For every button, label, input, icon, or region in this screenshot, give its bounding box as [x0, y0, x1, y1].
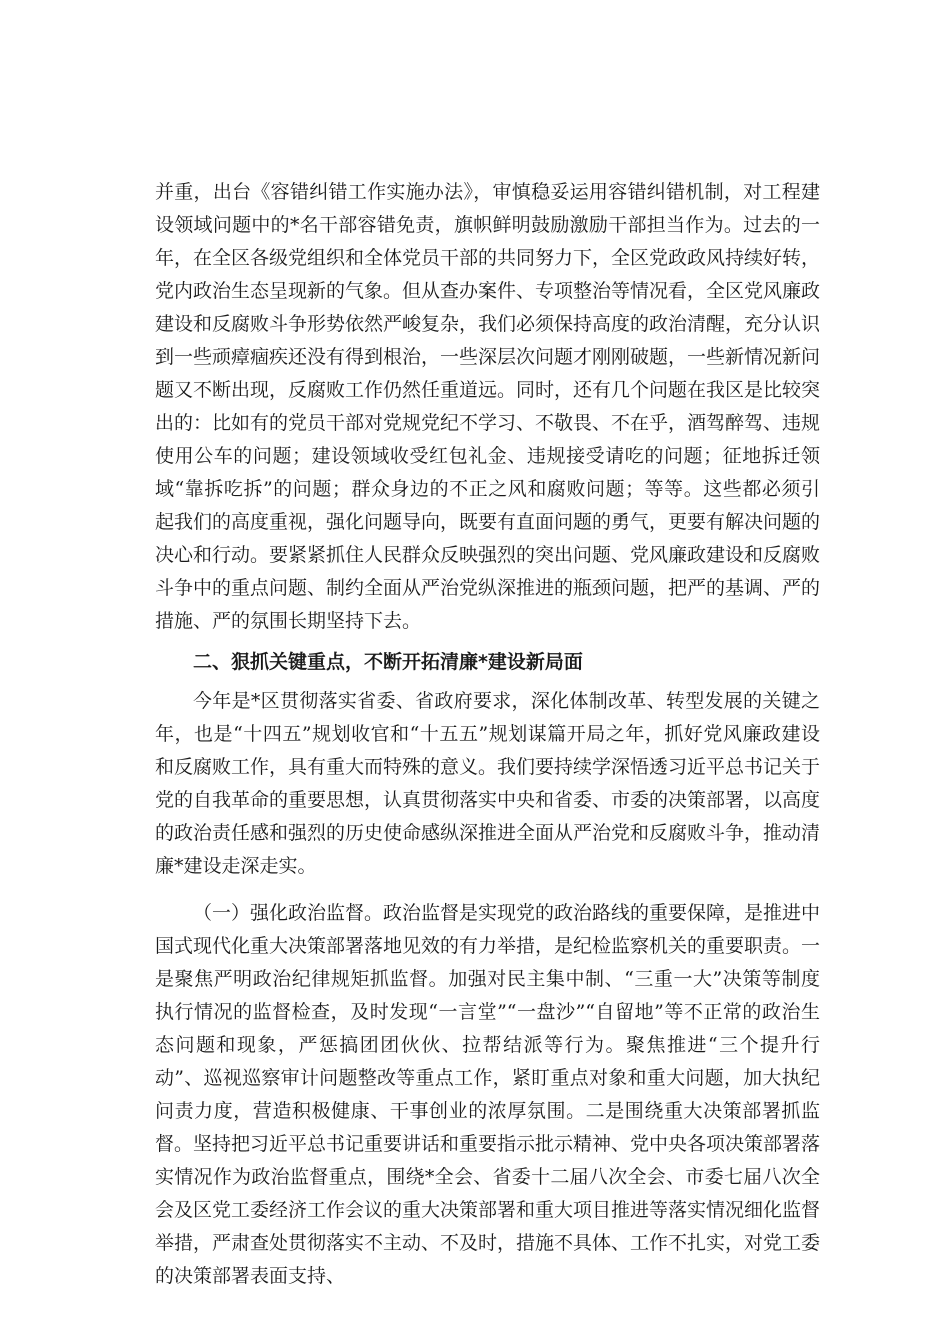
paragraph-item-1: （一）强化政治监督。政治监督是实现党的政治路线的重要保障，是推进中国式现代化重大决策部署落地见效的有力举措，是纪检监察机关的重要职责。一是聚焦严明政治纪律规矩抓监督。加强对民主集中制、“三重一大”决策等制度执行情况的监督检查，及时发现“一言堂”“一盘沙”“自留地”等不正常的政治生态问题和现象，严惩搞团团伙伙、拉帮结派等行为。聚焦推进“三个提升行动”、巡视巡察审计问题整改等重点工作，紧盯重点对象和重大问题，加大执纪问责力度，营造积极健康、干事创业的浓厚氛围。二是围绕重大决策部署抓监督。坚持把习近平总书记重要讲话和重要指示批示精神、党中央各项决策部署落实情况作为政治监督重点，围绕*全会、省委十二届八次全会、市委七届八次全会及区党工委经济工作会议的重大决策部署和重大项目推进等落实情况细化监督举措，严肃查处贯彻落实不主动、不及时，措施不具体、工作不扎实，对党工委的决策部署表面支持、 [155, 902, 821, 1287]
paragraph-intro: 今年是*区贯彻落实省委、省政府要求，深化体制改革、转型发展的关键之年，也是“十四五”规划收官和“十五五”规划谋篇开局之年，抓好党风廉政建设和反腐败工作，具有重大而特殊的意义。我们要持续学深悟透习近平总书记关于党的自我革命的重要思想，认真贯彻落实中央和省委、市委的决策部署，以高度的政治责任感和强烈的历史使命感纵深推进全面从严治党和反腐败斗争，推动清廉*建设走深走实。 [155, 690, 821, 877]
section-heading: 二、狠抓关键重点，不断开拓清廉*建设新局面 [193, 651, 583, 673]
document-body [155, 176, 820, 1307]
paragraph-continued: 并重，出台《容错纠错工作实施办法》，审慎稳妥运用容错纠错机制，对工程建设领域问题中的*名干部容错免责，旗帜鲜明鼓励激励干部担当作为。过去的一年，在全区各级党组织和全体党员干部的共同努力下，全区党政政风持续好转，党内政治生态呈现新的气象。但从查办案件、专项整治等情况看，全区党风廉政建设和反腐败斗争形势依然严峻复杂，我们必须保持高度的政治清醒，充分认识到一些顽瘴痼疾还没有得到根治，一些深层次问题才刚刚破题，一些新情况新问题又不断出现，反腐败工作仍然任重道远。同时，还有几个问题在我区是比较突出的：比如有的党员干部对党规党纪不学习、不敬畏、不在乎，酒驾醉驾、违规使用公车的问题；建设领域收受红包礼金、违规接受请吃的问题；征地拆迁领域“靠拆吃拆”的问题；群众身边的不正之风和腐败问题；等等。这些都必须引起我们的高度重视，强化问题导向，既要有直面问题的勇气，更要有解决问题的决心和行动。要紧紧抓住人民群众反映强烈的突出问题、党风廉政建设和反腐败斗争中的重点问题、制约全面从严治党纵深推进的瓶颈问题，把严的基调、严的措施、严的氛围长期坚持下去。 [155, 181, 821, 632]
